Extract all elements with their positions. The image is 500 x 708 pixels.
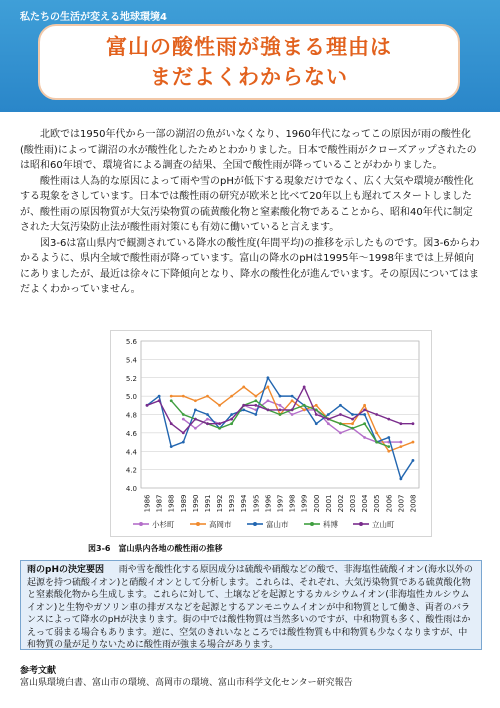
data-point xyxy=(146,404,149,407)
data-point xyxy=(399,477,402,480)
data-point xyxy=(170,395,173,398)
data-point xyxy=(194,399,197,402)
data-point xyxy=(412,459,415,462)
data-point xyxy=(351,422,354,425)
data-point xyxy=(291,413,294,416)
legend-label: 小杉町 xyxy=(152,520,175,529)
data-point xyxy=(242,404,245,407)
data-point xyxy=(339,404,342,407)
data-point xyxy=(363,413,366,416)
references-text: 富山県環境白書、富山市の環境、高岡市の環境、富山市科学文化センター研究報告 xyxy=(20,678,353,688)
paragraph-2: 酸性雨は人為的な原因によって雨や雪のpHが低下する現象だけでなく、広く大気や環境が酸性化する現象をさしています。日本では酸性雨の研究が欧米と比べて20年以上も遅れてスタートしましたが、酸性雨の原因物質が大気汚染物質の硫黄酸化物と窒素酸化物であることから、昭和40年代に制定された大気汚染防止法が酸性雨対策にも有効に働いていると言えます。 xyxy=(20,175,474,233)
x-tick-label: 1986 xyxy=(143,494,152,513)
data-point xyxy=(351,413,354,416)
x-tick-label: 1997 xyxy=(276,494,285,513)
references-heading: 参考文献 xyxy=(20,666,57,676)
legend-marker xyxy=(359,522,363,526)
data-point xyxy=(170,399,173,402)
data-point xyxy=(399,441,402,444)
data-point xyxy=(218,427,221,430)
data-point xyxy=(279,413,282,416)
data-point xyxy=(351,427,354,430)
title-box xyxy=(38,24,460,100)
legend-marker xyxy=(196,522,200,526)
x-tick-label: 2000 xyxy=(312,494,321,513)
legend-label: 高岡市 xyxy=(209,520,232,529)
data-point xyxy=(291,409,294,412)
data-point xyxy=(303,409,306,412)
data-point xyxy=(327,422,330,425)
data-point xyxy=(194,427,197,430)
paragraph-1: 北欧では1950年代から一部の湖沼の魚がいなくなり、1960年代になってこの原因が雨の酸性化(酸性雨)によって湖沼の水が酸性化したためとわかりました。日本で酸性雨がクローズアップされたのは昭和60年頃で、環境省による調査の結果、全国で酸性雨が降っていることがわかりました。 xyxy=(20,129,477,171)
data-point xyxy=(363,436,366,439)
legend-label: 富山市 xyxy=(266,520,289,529)
legend-marker xyxy=(253,522,257,526)
data-point xyxy=(351,418,354,421)
y-tick-label: 4.0 xyxy=(125,485,137,493)
data-point xyxy=(303,404,306,407)
data-point xyxy=(158,395,161,398)
x-tick-label: 2001 xyxy=(324,494,333,513)
data-point xyxy=(363,404,366,407)
references xyxy=(20,665,353,689)
data-point xyxy=(170,422,173,425)
data-point xyxy=(279,395,282,398)
legend-marker xyxy=(139,522,143,526)
data-point xyxy=(254,413,257,416)
data-point xyxy=(279,409,282,412)
data-point xyxy=(412,441,415,444)
data-point xyxy=(363,409,366,412)
x-tick-label: 2008 xyxy=(409,494,418,513)
data-point xyxy=(182,413,185,416)
chart-caption: 図3-6 富山県内各地の酸性雨の推移 xyxy=(88,544,223,553)
y-tick-label: 4.8 xyxy=(125,411,137,420)
data-point xyxy=(182,395,185,398)
header-banner xyxy=(0,0,500,112)
data-point xyxy=(194,418,197,421)
note-box xyxy=(20,560,482,650)
x-tick-label: 1996 xyxy=(264,494,273,513)
data-point xyxy=(230,413,233,416)
data-point xyxy=(230,395,233,398)
data-point xyxy=(254,395,257,398)
data-point xyxy=(206,418,209,421)
x-tick-label: 2004 xyxy=(361,494,370,513)
data-point xyxy=(375,441,378,444)
data-point xyxy=(279,404,282,407)
x-tick-label: 1991 xyxy=(203,494,212,513)
legend-label: 科博 xyxy=(323,520,338,529)
paragraph-3: 図3-6は富山県内で観測されている降水の酸性度(年間平均)の推移を示したものです。図3-6からわかるように、県内全域で酸性雨が降っています。富山の降水のpHは1995年～1998年までは上昇傾向にありましたが、最近は徐々に下降傾向となり、降水の酸性化が進んでいます。その原因についてはまだよくわかっていません。 xyxy=(20,237,480,295)
data-point xyxy=(158,399,161,402)
data-point xyxy=(170,445,173,448)
y-tick-label: 4.2 xyxy=(125,466,137,475)
data-point xyxy=(375,413,378,416)
data-point xyxy=(315,413,318,416)
page-title-line1: 富山の酸性雨が強まる理由は xyxy=(106,35,392,59)
x-tick-label: 2007 xyxy=(397,494,406,513)
acid-rain-chart xyxy=(111,331,431,536)
data-point xyxy=(267,409,270,412)
x-tick-label: 1998 xyxy=(288,494,297,513)
data-point xyxy=(399,445,402,448)
data-point xyxy=(387,445,390,448)
y-tick-label: 4.6 xyxy=(125,429,137,438)
data-point xyxy=(182,431,185,434)
legend-marker xyxy=(310,522,314,526)
chart-container xyxy=(110,330,432,537)
data-point xyxy=(412,422,415,425)
x-tick-label: 2005 xyxy=(373,494,382,513)
data-point xyxy=(267,386,270,389)
data-point xyxy=(182,441,185,444)
data-point xyxy=(206,422,209,425)
x-tick-label: 1992 xyxy=(216,494,225,513)
data-point xyxy=(267,399,270,402)
y-tick-label: 4.4 xyxy=(125,448,137,457)
x-tick-label: 1989 xyxy=(179,494,188,513)
data-point xyxy=(327,413,330,416)
x-tick-label: 1990 xyxy=(191,494,200,513)
data-point xyxy=(387,418,390,421)
legend-label: 立山町 xyxy=(372,520,395,529)
data-point xyxy=(339,422,342,425)
x-tick-label: 2002 xyxy=(336,494,345,513)
data-point xyxy=(194,409,197,412)
y-tick-label: 5.2 xyxy=(125,374,137,383)
data-point xyxy=(315,422,318,425)
data-point xyxy=(303,386,306,389)
x-tick-label: 1993 xyxy=(228,494,237,513)
data-point xyxy=(218,422,221,425)
note-heading: 雨のpHの決定要因 xyxy=(27,565,104,575)
data-point xyxy=(387,436,390,439)
data-point xyxy=(206,413,209,416)
data-point xyxy=(254,399,257,402)
y-tick-label: 5.4 xyxy=(125,356,137,365)
data-point xyxy=(267,376,270,379)
data-point xyxy=(182,418,185,421)
data-point xyxy=(339,431,342,434)
data-point xyxy=(327,418,330,421)
x-tick-label: 1987 xyxy=(155,494,164,513)
x-tick-label: 1988 xyxy=(167,494,176,513)
x-tick-label: 2003 xyxy=(349,494,358,513)
series-label: 私たちの生活が変える地球環境4 xyxy=(20,12,167,23)
x-tick-label: 2006 xyxy=(385,494,394,513)
body-text xyxy=(20,127,482,298)
data-point xyxy=(291,395,294,398)
y-tick-label: 5.0 xyxy=(125,393,137,402)
x-tick-label: 1994 xyxy=(240,494,249,513)
data-point xyxy=(399,422,402,425)
data-point xyxy=(230,418,233,421)
data-point xyxy=(230,422,233,425)
data-point xyxy=(315,404,318,407)
data-point xyxy=(291,399,294,402)
data-point xyxy=(254,404,257,407)
data-point xyxy=(218,404,221,407)
data-point xyxy=(339,413,342,416)
data-point xyxy=(206,395,209,398)
page-title-line2: まだよくわからない xyxy=(150,65,348,89)
data-point xyxy=(242,409,245,412)
data-point xyxy=(375,431,378,434)
x-tick-label: 1999 xyxy=(300,494,309,513)
x-tick-label: 1995 xyxy=(252,494,261,513)
note-text: 雨や雪を酸性化する原因成分は硫酸や硝酸などの酸で、非海塩性硫酸イオン(海水以外の起源を持つ硫酸イオン)と硝酸イオンとして分析します。これらは、それぞれ、大気汚染物質である硫黄酸化物と窒素酸化物から生成します。これらに対して、土壌などを起源とするカルシウムイオン(非海塩性カルシウムイオン)と生物やガソリン車の排ガスなどを起源とするアンモニウムイオンが中和物質として働き、両者のバランスによって降水のpHが決まります。街の中では酸性物質は当然多いのですが、中和物質も多く、酸性雨はかえって弱まる場合もあります。逆に、空気のきれいなところでは酸性物質も中和物質も少なくなりますが、中和物質の量が足りないために酸性雨が強まる場合があります。 xyxy=(27,565,473,650)
data-point xyxy=(387,450,390,453)
data-point xyxy=(363,422,366,425)
data-point xyxy=(242,386,245,389)
y-tick-label: 5.6 xyxy=(125,338,137,346)
